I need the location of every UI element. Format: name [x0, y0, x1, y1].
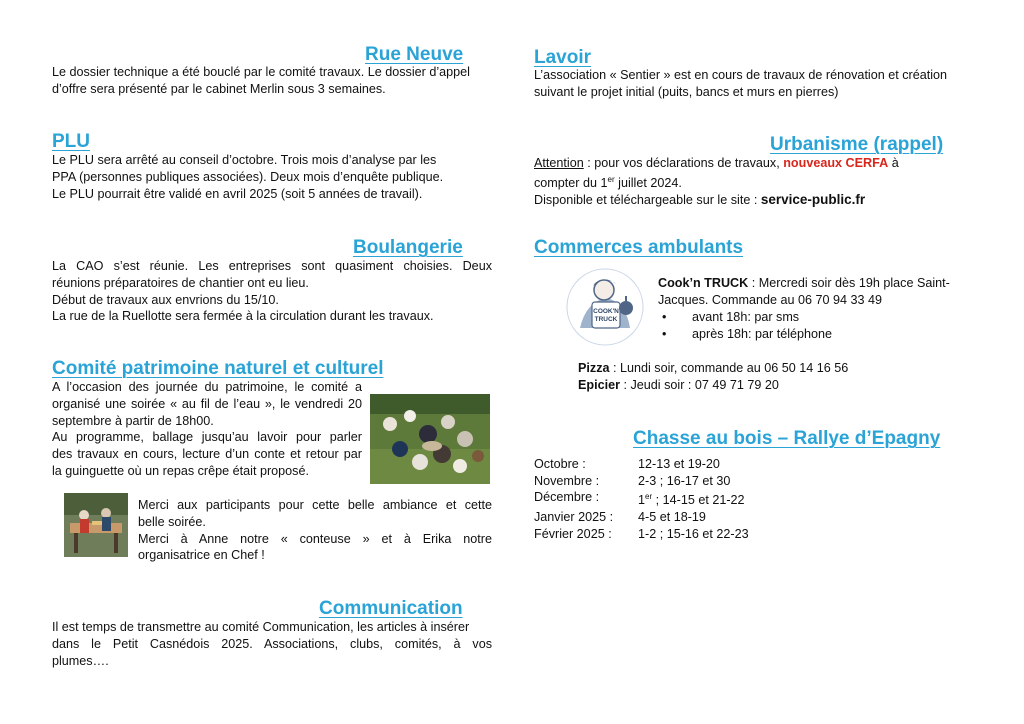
plu-text — [52, 152, 492, 202]
urbanisme-text — [534, 155, 984, 209]
calendar-dates: 12-13 et 19-20 — [638, 457, 720, 471]
calendar-row — [534, 526, 834, 543]
text-fragment: Disponible et téléchargeable sur le site : — [534, 192, 761, 207]
cookn-name: Cook’n TRUCK — [658, 276, 749, 290]
cerfa-alert: nouveaux CERFA — [783, 156, 889, 170]
calendar-month: Décembre : — [534, 490, 600, 505]
text-line: PPA (personnes publiques associées). Deux mois d’enquête publique. — [52, 169, 444, 184]
text-fragment: : pour vos déclarations de travaux, — [583, 156, 784, 170]
epicier-line — [578, 377, 978, 394]
calendar-dates: 2-3 ; 16-17 et 30 — [638, 473, 731, 488]
text-line: organisatrice en Chef ! — [138, 548, 265, 563]
text-line: Le dossier technique a été bouclé par le comité travaux. Le dossier d’appel — [52, 65, 470, 79]
text-fragment: : Jeudi soir : 07 49 71 79 20 — [620, 377, 779, 392]
heading-chasse: Chasse au bois – Rallye d’Epagny — [633, 428, 941, 449]
rue-neuve-text — [52, 64, 492, 98]
cookn-truck-text — [658, 275, 988, 309]
text-line: septembre à partir de 18h00. — [52, 413, 214, 428]
text-fragment: : Mercredi soir dès 19h place Saint- — [748, 276, 950, 290]
photo-group-picnic — [370, 394, 490, 484]
text-line: Jacques. Commande au 06 70 94 33 49 — [658, 292, 883, 307]
cookn-bullets — [658, 309, 988, 343]
attention-label: Attention — [534, 156, 584, 170]
photo-crepe-stand — [64, 493, 128, 557]
bullet-icon: • — [662, 310, 667, 324]
calendar-month: Janvier 2025 : — [534, 509, 614, 524]
cookn-line-1 — [658, 275, 988, 292]
text-line: la guinguette où un repas crêpe était proposé. — [52, 463, 309, 478]
pizza-name: Pizza — [578, 361, 610, 375]
epicier-name: Epicier — [578, 377, 620, 392]
service-public-link: service-public.fr — [760, 191, 866, 207]
text-line: A l’occasion des journée du patrimoine, le comité a — [52, 380, 362, 394]
heading-patrimoine: Comité patrimoine naturel et culturel — [52, 358, 384, 379]
text-fragment: juillet 2024. — [614, 175, 682, 190]
heading-lavoir: Lavoir — [534, 47, 592, 68]
text-fragment: à — [888, 156, 899, 170]
text-line: organisé une soirée « au fil de l’eau », le vendredi 20 — [52, 396, 362, 411]
text-fragment: compter du 1 — [534, 175, 608, 190]
text-line: Au programme, ballage jusqu’au lavoir pour parler — [52, 430, 362, 445]
pizza-line — [578, 360, 978, 377]
text-line: plumes…. — [52, 653, 109, 668]
calendar-dates — [638, 489, 745, 509]
bullet-icon: • — [662, 326, 667, 341]
calendar-dates: 4-5 et 18-19 — [638, 509, 706, 524]
urbanisme-line-2 — [534, 172, 984, 192]
patrimoine-thanks — [138, 497, 492, 564]
communication-text — [52, 619, 492, 669]
boulangerie-text — [52, 258, 492, 325]
urbanisme-line-3 — [534, 192, 984, 209]
text-line: La rue de la Ruellotte sera fermée à la circulation durant les travaux. — [52, 309, 434, 324]
text-line: belle soirée. — [138, 514, 206, 529]
text-fragment: ; 14-15 et 21-22 — [652, 493, 745, 508]
heading-commerces: Commerces ambulants — [534, 237, 744, 258]
bullet-item — [658, 309, 988, 326]
patrimoine-text — [52, 379, 362, 480]
text-line: Début de travaux aux envrions du 15/10. — [52, 292, 279, 307]
heading-rue-neuve: Rue Neuve — [365, 44, 464, 65]
text-line: Le PLU sera arrêté au conseil d’octobre. Trois mois d’analyse par les — [52, 153, 437, 167]
text-line: des travaux en cours, lecture d’un conte et retour par — [52, 447, 362, 462]
text-fragment: 1 — [638, 493, 646, 508]
text-line: réunions préparatoires de chantier ont eu lieu. — [52, 275, 309, 290]
calendar-row — [534, 489, 834, 509]
calendar-row — [534, 473, 834, 490]
pizza-epicier-text — [578, 360, 978, 394]
cookn-truck-logo — [566, 268, 644, 346]
calendar-month: Février 2025 : — [534, 526, 612, 541]
bullet-item — [658, 326, 988, 343]
text-line: Merci à Anne notre « conteuse » et à Erika notre — [138, 531, 492, 546]
calendar-month: Novembre : — [534, 473, 600, 488]
calendar-month: Octobre : — [534, 457, 586, 471]
calendar-dates: 1-2 ; 15-16 et 22-23 — [638, 526, 749, 541]
text-line: dans le Petit Casnédois 2025. Associations, clubs, comités, à vos — [52, 636, 492, 651]
text-line: La CAO s’est réunie. Les entreprises sont quasiment choisies. Deux — [52, 259, 492, 273]
text-line: Le PLU pourrait être validé en avril 2025 (soit 5 années de travail). — [52, 186, 423, 201]
text-line: d’offre sera présenté par le cabinet Merlin sous 3 semaines. — [52, 81, 386, 96]
text-line: Merci aux participants pour cette belle ambiance et cette — [138, 498, 492, 512]
chasse-calendar — [534, 456, 834, 542]
logo-text: COOK'N TRUCK — [593, 308, 619, 323]
bullet-text: avant 18h: par sms — [692, 310, 800, 324]
text-line: suivant le projet initial (puits, bancs et murs en pierres) — [534, 84, 839, 99]
text-line: Il est temps de transmettre au comité Communication, les articles à insérer — [52, 620, 470, 634]
heading-communication: Communication — [319, 598, 463, 619]
lavoir-text — [534, 67, 984, 101]
heading-plu: PLU — [52, 131, 90, 152]
urbanisme-line-1 — [534, 155, 984, 172]
text-line: L’association « Sentier » est en cours de travaux de rénovation et création — [534, 68, 948, 82]
bullet-text: après 18h: par téléphone — [692, 326, 833, 341]
text-fragment: : Lundi soir, commande au 06 50 14 16 56 — [609, 361, 849, 375]
superscript: er — [607, 174, 615, 184]
calendar-row — [534, 509, 834, 526]
calendar-row — [534, 456, 834, 473]
superscript: er — [645, 492, 653, 502]
heading-urbanisme: Urbanisme (rappel) — [770, 134, 944, 155]
heading-boulangerie: Boulangerie — [353, 237, 463, 258]
